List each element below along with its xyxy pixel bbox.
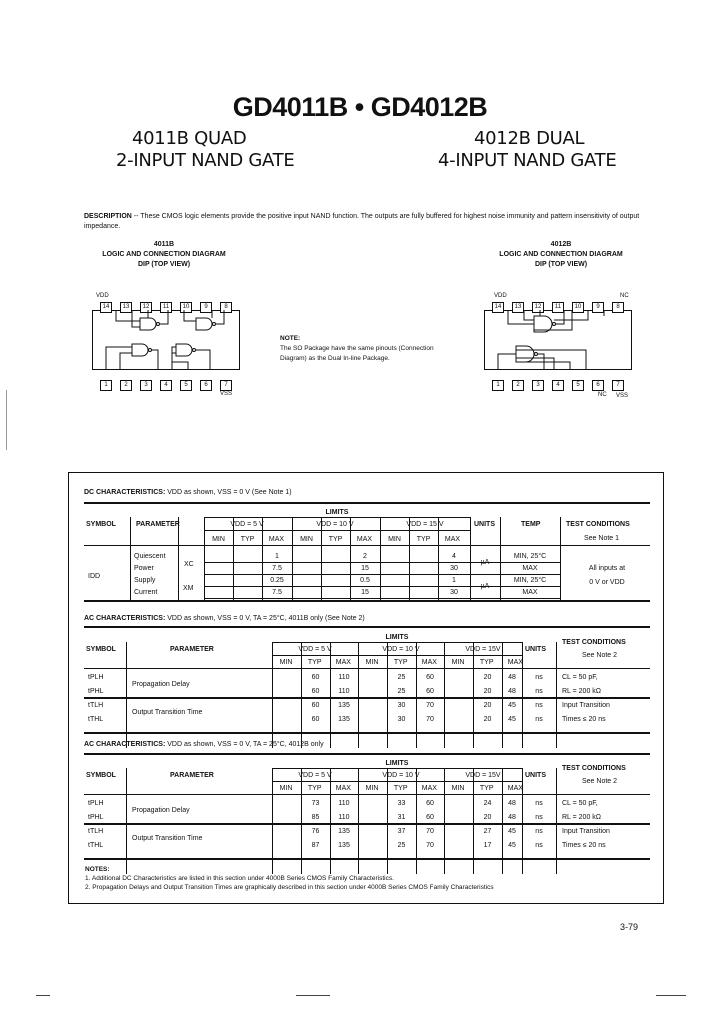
dc-max5: 0.25 [270, 577, 284, 584]
nand-gates-4012b [484, 310, 632, 370]
ac1-max15: 45 [508, 702, 516, 709]
dip-4011b-bottom-pin: 2 [120, 380, 132, 391]
ac1-units-header: UNITS [525, 646, 546, 653]
ac1-param-propagation: Propagation Delay [132, 681, 190, 688]
ac2-max-col-header: MAX [507, 785, 523, 792]
ac2-units-header: UNITS [525, 772, 546, 779]
ac1-max15: 48 [508, 674, 516, 681]
dc-max-col-header: MAX [356, 536, 373, 543]
ac1-mid-rule [84, 697, 650, 699]
ac2-typ5: 87 [311, 842, 320, 849]
ac2-typ-col-header: TYP [307, 785, 322, 792]
ac1-max-col-header: MAX [335, 659, 351, 666]
ac1-min-col-header: MIN [365, 659, 379, 666]
dc-temp-header: TEMP [521, 521, 541, 528]
ac2-typ10: 31 [397, 814, 406, 821]
diagram-4012b-caption [476, 240, 646, 270]
dip-4012b-bottom-pin: 2 [512, 380, 524, 391]
ac2-heading [84, 740, 324, 749]
dip-4012b-bottom-pin: 6 [592, 380, 604, 391]
dip-4011b-bottom-pin: 3 [140, 380, 152, 391]
ac1-typ15: 20 [483, 702, 492, 709]
dc-temp: MIN, 25°C [513, 553, 547, 560]
note-1: 1. Additional DC Characteristics are listed in this section under 4000B Series CMOS Family Characteristics. [85, 875, 394, 882]
ac1-test-header: TEST CONDITIONS [562, 639, 626, 646]
ac2-mid-rule [84, 823, 650, 825]
ac1-max5: 110 [338, 674, 350, 681]
ac2-typ-col-header: TYP [393, 785, 408, 792]
subtitle-4011b-line2: 2-INPUT NAND GATE [116, 150, 295, 171]
dc-unit: µA [480, 583, 490, 590]
dc-col-rule [380, 517, 381, 600]
dc-col-rule [292, 517, 293, 600]
dc-symbol-header: SYMBOL [86, 521, 116, 528]
ac1-typ-col-header: TYP [307, 659, 322, 666]
ac1-v15-header: VDD = 15V [465, 646, 501, 653]
ac1-symbol: tTLH [88, 702, 104, 709]
dc-xm-label: XM [183, 585, 194, 592]
ac2-symbol: tPLH [88, 800, 104, 807]
dc-typ-col-header: TYP [416, 536, 431, 543]
ac2-heading-conditions: VDD as shown, VSS = 0 V, TA = 25°C, 4012B only [167, 741, 324, 748]
ac2-param-transition: Output Transition Time [132, 835, 203, 842]
ac2-max15: 48 [508, 814, 516, 821]
ac1-max5: 110 [338, 688, 350, 695]
diagram-4012b-line1: LOGIC AND CONNECTION DIAGRAM [499, 251, 623, 258]
notes [85, 865, 645, 892]
vss-label-4011b: VSS [220, 391, 233, 397]
ac2-max-col-header: MAX [335, 785, 351, 792]
ac1-limits-header: LIMITS [385, 634, 409, 641]
dip-4012b-bottom-pin: 4 [552, 380, 564, 391]
ac2-header-rule [84, 794, 650, 795]
ac1-v5-header: VDD = 5 V [298, 646, 332, 653]
ac1-typ10: 30 [397, 702, 406, 709]
ac1-typ5: 60 [311, 674, 320, 681]
dip-4011b-top-pin: 10 [180, 302, 192, 313]
ac1-max10: 70 [426, 716, 434, 723]
dc-symbol-idd: IDD [88, 573, 101, 580]
diagram-4011b-line2: DIP (TOP VIEW) [137, 261, 191, 268]
dc-temp: MAX [522, 589, 538, 596]
dc-max15: 30 [450, 565, 458, 572]
ac1-min-col-header: MIN [279, 659, 293, 666]
dip-4011b-top-pin: 9 [200, 302, 212, 313]
ac1-header-rule [84, 668, 650, 669]
ac2-heading-label: AC CHARACTERISTICS: [84, 741, 166, 748]
description [84, 212, 644, 232]
dc-max-col-header: MAX [444, 536, 461, 543]
dc-max5: 7.5 [272, 589, 282, 596]
dc-min-col-header: MIN [388, 536, 401, 543]
scan-mark [656, 995, 686, 996]
ac1-max5: 135 [338, 716, 350, 723]
dc-typ-col-header: TYP [240, 536, 255, 543]
dip-4011b-top-pin: 14 [100, 302, 112, 313]
ac1-test-note: See Note 2 [582, 652, 618, 659]
ac1-typ5: 60 [311, 702, 320, 709]
ac2-cond: Times ≤ 20 ns [562, 842, 606, 849]
ac1-unit: ns [535, 688, 543, 695]
ac2-typ10: 25 [397, 842, 406, 849]
ac2-typ15: 24 [483, 800, 492, 807]
ac1-cond: Input Transition [562, 702, 610, 709]
dc-parameter-header: PARAMETER [136, 521, 180, 528]
ac2-typ15: 17 [483, 842, 492, 849]
ac1-unit: ns [535, 674, 543, 681]
page-title: GD4011B • GD4012B [232, 92, 488, 122]
ac1-symbol: tTHL [88, 716, 104, 723]
ac2-unit: ns [535, 842, 543, 849]
ac1-cond: Times ≤ 20 ns [562, 716, 606, 723]
dc-param-1: Quiescent [134, 553, 166, 560]
ac1-limits-rule [272, 642, 522, 643]
diagram-4012b-line2: DIP (TOP VIEW) [534, 261, 588, 268]
ac2-max5: 135 [338, 828, 350, 835]
ac1-max10: 70 [426, 702, 434, 709]
dc-param-4: Current [134, 589, 158, 596]
ac2-cond: RL = 200 kΩ [562, 814, 602, 821]
ac2-sub-rule [272, 781, 522, 782]
dc-max10: 0.5 [360, 577, 370, 584]
ac2-typ10: 33 [397, 800, 406, 807]
ac2-typ15: 20 [483, 814, 492, 821]
scan-mark [296, 995, 330, 996]
ac1-top-rule [84, 626, 650, 628]
ac2-top-rule [84, 753, 650, 755]
dc-max5: 7.5 [272, 565, 282, 572]
ac2-cond: Input Transition [562, 828, 610, 835]
ac2-symbol: tPHL [88, 814, 104, 821]
dip-4012b-top-pin: 8 [612, 302, 624, 313]
ac1-symbol-header: SYMBOL [86, 646, 116, 653]
description-text: -- These CMOS logic elements provide the positive input NAND function. The outputs are fully buffered for highest noise immunity and pattern insensitivity of output impedance. [84, 213, 640, 230]
ac2-typ5: 76 [311, 828, 320, 835]
dc-cond-2: 0 V or VDD [589, 579, 625, 586]
ac2-bottom-rule [84, 858, 650, 860]
dc-max15: 30 [450, 589, 458, 596]
ac2-parameter-header: PARAMETER [170, 772, 214, 779]
ac2-max5: 135 [338, 842, 350, 849]
ac1-param-transition: Output Transition Time [132, 709, 203, 716]
dip-4011b-bottom-pin: 7 [220, 380, 232, 391]
ac1-bottom-rule [84, 732, 650, 734]
ac2-max15: 48 [508, 800, 516, 807]
dc-max15: 4 [452, 553, 456, 560]
dip-4012b-top-pin: 12 [532, 302, 544, 313]
ac2-v10-header: VDD = 10 V [382, 772, 420, 779]
ac2-max15: 45 [508, 828, 516, 835]
dip-4012b-top-pin: 14 [492, 302, 504, 313]
ac2-min-col-header: MIN [451, 785, 465, 792]
ac1-cond: CL = 50 pF, [562, 674, 598, 681]
vdd-label-4012b: VDD [494, 293, 507, 299]
dc-row-rule [204, 598, 560, 599]
ac1-parameter-header: PARAMETER [170, 646, 214, 653]
dc-heading [84, 488, 292, 497]
dc-xc-label: XC [184, 561, 194, 568]
dip-4012b-bottom-pin: 7 [612, 380, 624, 391]
ac2-max10: 70 [426, 842, 434, 849]
diagram-4012b [480, 288, 640, 406]
ac1-typ10: 30 [397, 716, 406, 723]
ac1-symbol: tPHL [88, 688, 104, 695]
ac1-max-col-header: MAX [421, 659, 437, 666]
dc-limits-rule [204, 517, 470, 518]
ac2-cond: CL = 50 pF, [562, 800, 598, 807]
subtitle-4011b [116, 128, 294, 172]
scan-mark [36, 995, 50, 996]
ac2-min-col-header: MIN [279, 785, 293, 792]
ac2-v15-header: VDD = 15V [465, 772, 501, 779]
dc-heading-label: DC CHARACTERISTICS: [84, 489, 166, 496]
notes-label: NOTES: [85, 866, 110, 873]
dc-max10: 15 [361, 565, 369, 572]
note-label: NOTE: [280, 335, 301, 342]
ac2-limits-header: LIMITS [385, 760, 409, 767]
ac2-max15: 45 [508, 842, 516, 849]
ac2-symbol: tTHL [88, 842, 104, 849]
ac2-v5-header: VDD = 5 V [298, 772, 332, 779]
dc-max10: 2 [363, 553, 367, 560]
ac2-symbol-header: SYMBOL [86, 772, 116, 779]
dc-col-rule [409, 517, 410, 600]
ac1-typ15: 20 [483, 716, 492, 723]
ac1-typ-col-header: TYP [479, 659, 494, 666]
diagram-4011b [88, 288, 248, 406]
dc-heading-conditions: VDD as shown, VSS = 0 V (See Note 1) [167, 489, 292, 496]
ac1-cond: RL = 200 kΩ [562, 688, 602, 695]
dip-4011b-top-pin: 12 [140, 302, 152, 313]
ac2-typ5: 85 [311, 814, 320, 821]
ac1-typ15: 20 [483, 688, 492, 695]
dc-test-note: See Note 1 [584, 535, 620, 542]
so-package-note [280, 334, 460, 364]
dc-bottom-rule [84, 600, 650, 602]
ac1-max5: 135 [338, 702, 350, 709]
ac2-max-col-header: MAX [421, 785, 437, 792]
dc-row-rule [204, 586, 560, 587]
ac2-max10: 60 [426, 800, 434, 807]
ac1-typ10: 25 [397, 688, 406, 695]
ac1-unit: ns [535, 716, 543, 723]
ac2-typ5: 73 [311, 800, 320, 807]
ac1-max-col-header: MAX [507, 659, 523, 666]
dc-col-rule [178, 517, 179, 600]
dip-4011b-bottom-pin: 4 [160, 380, 172, 391]
dip-4012b-top-pin: 10 [572, 302, 584, 313]
subtitle-4012b-line2: 4-INPUT NAND GATE [438, 150, 617, 171]
dip-4012b-bottom-pin: 3 [532, 380, 544, 391]
nc-top-label-4012b: NC [620, 293, 629, 299]
dip-4012b-top-pin: 13 [512, 302, 524, 313]
dip-4012b-bottom-pin: 1 [492, 380, 504, 391]
dc-temp: MAX [522, 565, 538, 572]
subtitle-4012b-line1: 4012B DUAL [474, 128, 585, 149]
dc-subheader-rule [204, 530, 470, 531]
ac1-heading-conditions: VDD as shown, VSS = 0 V, TA = 25°C, 4011B only (See Note 2) [167, 615, 365, 622]
dc-limits-header: LIMITS [325, 509, 349, 516]
subtitle-4012b [438, 128, 616, 172]
dc-v10-header: VDD = 10 V [316, 521, 354, 528]
ac2-max10: 60 [426, 814, 434, 821]
ac1-typ15: 20 [483, 674, 492, 681]
ac1-typ10: 25 [397, 674, 406, 681]
dip-4012b-top-pin: 11 [552, 302, 564, 313]
dc-temp: MIN, 25°C [513, 577, 547, 584]
diagram-4011b-caption [84, 240, 244, 270]
dip-4011b-top-pin: 8 [220, 302, 232, 313]
dc-top-rule [84, 502, 650, 504]
dc-max-col-header: MAX [268, 536, 285, 543]
ac2-min-col-header: MIN [365, 785, 379, 792]
nc-bottom-label-4012b: NC [598, 392, 607, 398]
dc-col-rule [321, 517, 322, 600]
dc-v5-header: VDD = 5 V [230, 521, 264, 528]
dc-row-rule [204, 574, 560, 575]
description-label: DESCRIPTION [84, 213, 132, 220]
dc-max15: 1 [452, 577, 456, 584]
ac2-max5: 110 [338, 814, 350, 821]
vss-label-4012b: VSS [616, 393, 629, 399]
ac1-max10: 60 [426, 674, 434, 681]
ac1-max15: 45 [508, 716, 516, 723]
ac1-unit: ns [535, 702, 543, 709]
ac1-typ5: 60 [311, 716, 320, 723]
ac2-unit: ns [535, 800, 543, 807]
ac2-typ-col-header: TYP [479, 785, 494, 792]
dip-4011b-bottom-pin: 1 [100, 380, 112, 391]
ac2-max5: 110 [338, 800, 350, 807]
ac1-sub-rule [272, 655, 522, 656]
dc-col-rule [233, 517, 234, 600]
ac1-min-col-header: MIN [451, 659, 465, 666]
ac1-heading-label: AC CHARACTERISTICS: [84, 615, 166, 622]
dc-col-rule [560, 517, 561, 600]
dip-4011b-top-pin: 13 [120, 302, 132, 313]
dc-header-rule [84, 545, 650, 546]
dc-max10: 15 [361, 589, 369, 596]
vdd-label-4011b: VDD [96, 293, 109, 299]
dc-param-2: Power [134, 565, 154, 572]
nand-gates-4011b [92, 310, 240, 370]
ac1-typ-col-header: TYP [393, 659, 408, 666]
diagram-4011b-name: 4011B [153, 241, 175, 248]
ac1-heading [84, 614, 365, 623]
dip-4011b-bottom-pin: 5 [180, 380, 192, 391]
dc-max5: 1 [275, 553, 279, 560]
dc-units-header: UNITS [474, 521, 495, 528]
page-number: 3-79 [620, 922, 639, 932]
ac2-limits-rule [272, 768, 522, 769]
dc-row-rule [204, 562, 560, 563]
dc-param-3: Supply [134, 577, 156, 584]
ac1-symbol: tPLH [88, 674, 104, 681]
dip-4012b-top-pin: 9 [592, 302, 604, 313]
dc-unit: µA [480, 559, 490, 566]
ac1-max10: 60 [426, 688, 434, 695]
dc-min-col-header: MIN [300, 536, 313, 543]
ac2-test-note: See Note 2 [582, 778, 618, 785]
dc-col-rule [204, 517, 205, 600]
ac1-typ5: 60 [311, 688, 320, 695]
ac2-symbol: tTLH [88, 828, 104, 835]
note-text: The SO Package have the same pinouts (Connection Diagram) as the Dual In-line Package. [280, 345, 434, 362]
ac2-param-propagation: Propagation Delay [132, 807, 190, 814]
dc-typ-col-header: TYP [328, 536, 343, 543]
dc-test-header: TEST CONDITIONS [566, 521, 630, 528]
dc-cond-1: All inputs at [588, 565, 626, 572]
dc-min-col-header: MIN [212, 536, 225, 543]
subtitle-4011b-line1: 4011B QUAD [132, 128, 247, 149]
dip-4011b-bottom-pin: 6 [200, 380, 212, 391]
dip-4012b-bottom-pin: 5 [572, 380, 584, 391]
ac1-max15: 48 [508, 688, 516, 695]
ac1-v10-header: VDD = 10 V [382, 646, 420, 653]
dc-col-rule [130, 517, 131, 600]
ac2-typ10: 37 [397, 828, 406, 835]
ac2-unit: ns [535, 814, 543, 821]
ac2-test-header: TEST CONDITIONS [562, 765, 626, 772]
dc-v15-header: VDD = 15 V [406, 521, 444, 528]
note-2: 2. Propagation Delays and Output Transition Times are graphically described in this section under 4000B Series CMOS Family Characteristics [85, 884, 494, 891]
scan-mark [6, 390, 7, 450]
ac2-typ15: 27 [483, 828, 492, 835]
diagram-4011b-line1: LOGIC AND CONNECTION DIAGRAM [102, 251, 226, 258]
ac2-max10: 70 [426, 828, 434, 835]
dip-4011b-top-pin: 11 [160, 302, 172, 313]
ac2-unit: ns [535, 828, 543, 835]
diagram-4012b-name: 4012B [550, 241, 572, 248]
